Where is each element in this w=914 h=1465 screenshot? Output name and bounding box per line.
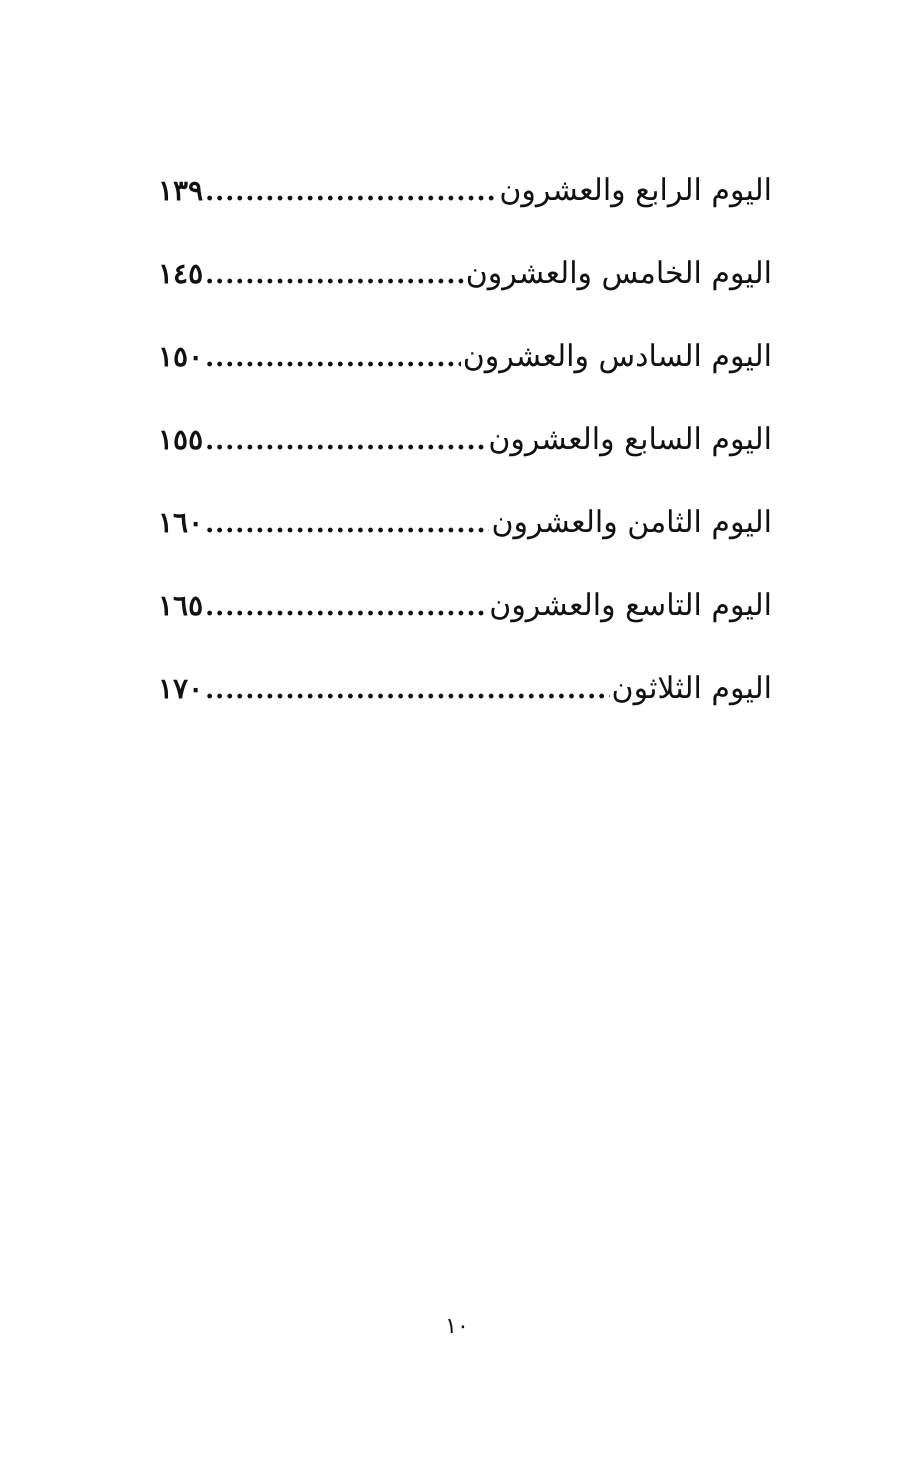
dot-leader bbox=[205, 499, 489, 549]
dot-leader bbox=[205, 250, 464, 300]
toc-entry bbox=[158, 664, 772, 747]
toc-entry-title: اليوم الثامن والعشرون bbox=[491, 505, 772, 540]
dot-leader bbox=[205, 582, 487, 632]
page-number: ١٠ bbox=[445, 1314, 469, 1339]
dot-leader bbox=[205, 333, 461, 383]
toc-entry-page: ١٣٩ bbox=[158, 174, 204, 207]
toc-entry bbox=[158, 498, 772, 581]
table-of-contents bbox=[158, 166, 772, 747]
toc-entry-title: اليوم الرابع والعشرون bbox=[499, 173, 772, 208]
toc-entry bbox=[158, 249, 772, 332]
toc-entry-page: ١٥٥ bbox=[158, 423, 204, 456]
toc-entry-page: ١٦٠ bbox=[158, 506, 204, 539]
toc-entry bbox=[158, 581, 772, 664]
toc-entry bbox=[158, 415, 772, 498]
dot-leader bbox=[205, 167, 497, 217]
toc-entry-page: ١٥٠ bbox=[158, 340, 204, 373]
toc-entry-title: اليوم التاسع والعشرون bbox=[489, 588, 772, 623]
toc-entry-title: اليوم السادس والعشرون bbox=[462, 339, 772, 374]
toc-entry bbox=[158, 332, 772, 415]
toc-entry-title: اليوم الثلاثون bbox=[611, 671, 772, 706]
dot-leader bbox=[205, 665, 609, 715]
toc-entry-title: اليوم الخامس والعشرون bbox=[465, 256, 772, 291]
toc-entry-title: اليوم السابع والعشرون bbox=[488, 422, 772, 457]
toc-entry bbox=[158, 166, 772, 249]
dot-leader bbox=[205, 416, 486, 466]
toc-entry-page: ١٧٠ bbox=[158, 672, 204, 705]
toc-entry-page: ١٤٥ bbox=[158, 257, 204, 290]
toc-entry-page: ١٦٥ bbox=[158, 589, 204, 622]
